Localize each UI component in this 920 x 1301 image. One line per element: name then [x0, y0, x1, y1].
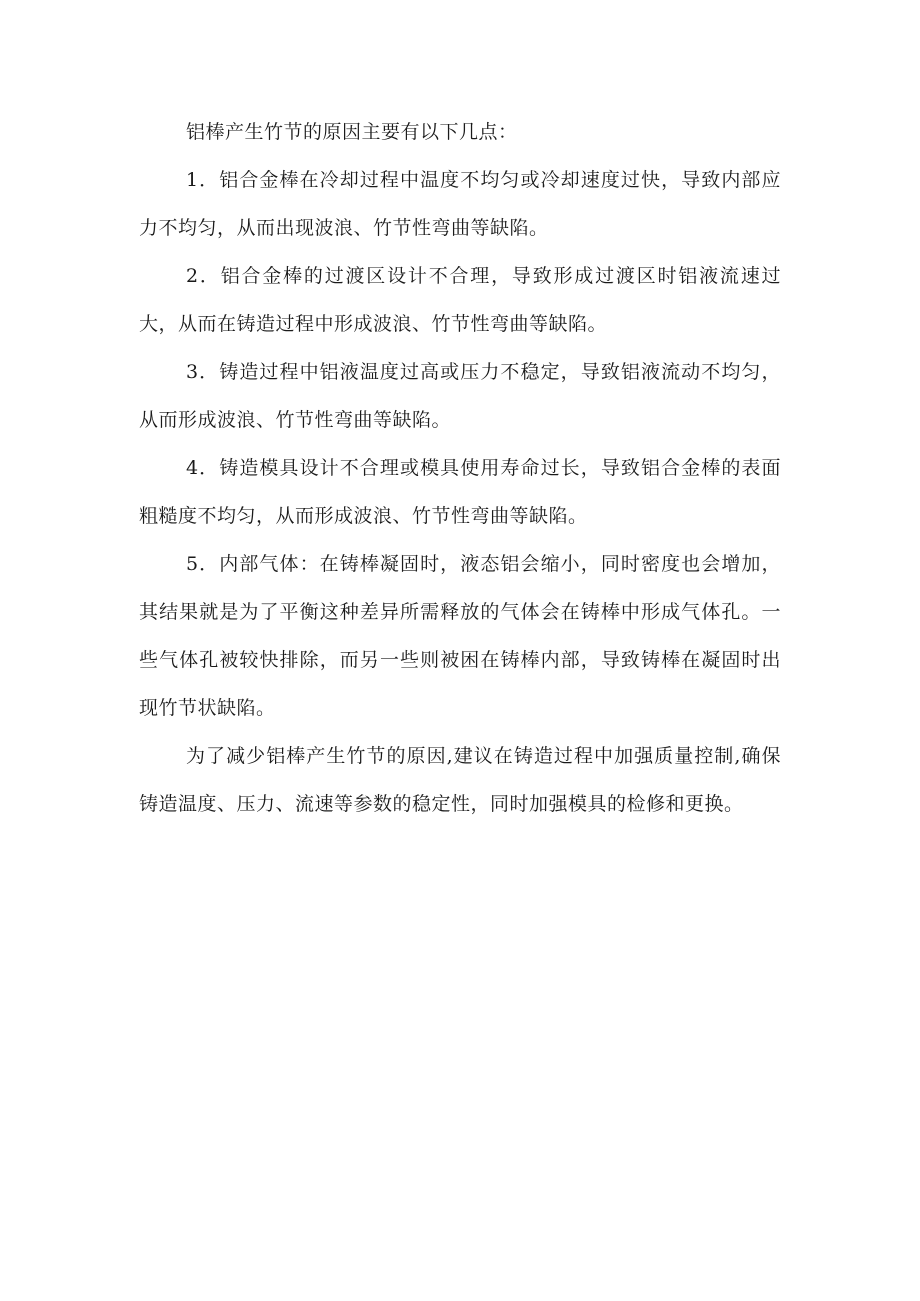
cause-item-3: 3．铸造过程中铝液温度过高或压力不稳定，导致铝液流动不均匀，从而形成波浪、竹节性弯曲等缺陷。	[139, 361, 781, 431]
cause-item-5: 5．内部气体：在铸棒凝固时，液态铝会缩小，同时密度也会增加，其结果就是为了平衡这种差异所需释放的气体会在铸棒中形成气体孔。一些气体孔被较快排除，而另一些则被困在铸棒内部，导致铸棒在凝固时出现竹节状缺陷。	[139, 553, 781, 719]
document-body	[139, 108, 781, 828]
intro-paragraph: 铝棒产生竹节的原因主要有以下几点：	[186, 121, 518, 143]
conclusion-paragraph: 为了减少铝棒产生竹节的原因,建议在铸造过程中加强质量控制,确保铸造温度、压力、流速等参数的稳定性，同时加强模具的检修和更换。	[139, 745, 781, 815]
cause-item-4: 4．铸造模具设计不合理或模具使用寿命过长，导致铝合金棒的表面粗糙度不均匀，从而形成波浪、竹节性弯曲等缺陷。	[139, 457, 781, 527]
cause-item-2: 2．铝合金棒的过渡区设计不合理，导致形成过渡区时铝液流速过大，从而在铸造过程中形成波浪、竹节性弯曲等缺陷。	[139, 265, 781, 335]
cause-item-1: 1．铝合金棒在冷却过程中温度不均匀或冷却速度过快，导致内部应力不均匀，从而出现波浪、竹节性弯曲等缺陷。	[139, 169, 781, 239]
